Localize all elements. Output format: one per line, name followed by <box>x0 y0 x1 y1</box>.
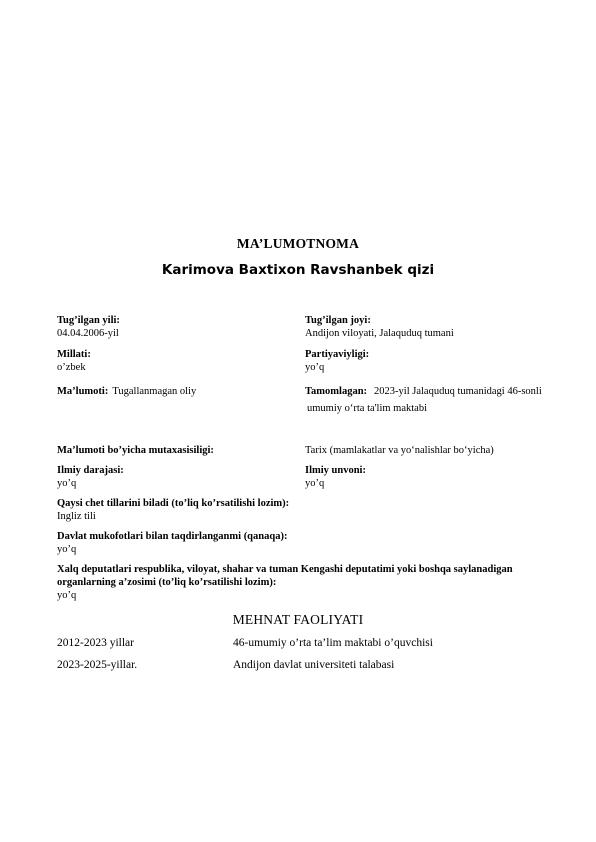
specialty-label: Ma’lumoti bo’yicha mutaxasisiligi: <box>57 445 214 456</box>
birth-year-label: Tug’ilgan yili: <box>57 315 120 326</box>
education-value: Tugallanmagan oliy <box>112 386 197 397</box>
work-description: 46-umumiy o’rta ta’lim maktabi o’quvchisi <box>233 637 433 649</box>
work-description: Andijon davlat universiteti talabasi <box>233 659 395 671</box>
deputy-value: yo’q <box>57 590 77 601</box>
party-value: yo’q <box>305 362 325 373</box>
degree-label: Ilmiy darajasi: <box>57 465 124 476</box>
education-label: Ma’lumoti: <box>57 386 109 397</box>
specialty-value: Tarix (mamlakatlar va yo‘nalishlar bo‘yicha) <box>305 445 494 456</box>
birth-place-value: Andijon viloyati, Jalaquduq tumani <box>305 328 454 339</box>
languages-label: Qaysi chet tillarini biladi (to’liq ko’rsatilishi lozim): <box>57 498 290 509</box>
degree-value: yo’q <box>57 478 77 489</box>
birth-place-label: Tug’ilgan joyi: <box>305 315 371 326</box>
deputy-label-line2: organlarning a’zosimi (to’liq ko’rsatilishi lozim): <box>57 577 277 588</box>
graduated-row <box>305 381 542 399</box>
document-title: MA’LUMOTNOMA <box>236 236 360 251</box>
education-row <box>57 381 196 399</box>
graduated-label: Tamomlagan: <box>305 386 368 397</box>
work-history-title: MEHNAT FAOLIYATI <box>232 612 364 627</box>
academic-title-label: Ilmiy unvoni: <box>305 465 366 476</box>
work-period: 2023-2025-yillar. <box>57 659 138 671</box>
birth-year-value: 04.04.2006-yil <box>57 328 119 339</box>
awards-value: yo’q <box>57 544 77 555</box>
nationality-value: o’zbek <box>57 362 86 373</box>
work-period: 2012-2023 yillar <box>57 637 134 649</box>
graduated-value: 2023-yil Jalaquduq tumanidagi 46-sonli <box>374 386 542 397</box>
academic-title-value: yo’q <box>305 478 325 489</box>
awards-label: Davlat mukofotlari bilan taqdirlanganmi (qanaqa): <box>57 531 288 542</box>
graduated-value-line2: umumiy o‘rta ta'lim maktabi <box>307 403 427 414</box>
nationality-label: Millati: <box>57 349 91 360</box>
languages-value: Ingliz tili <box>57 511 96 522</box>
party-label: Partiyaviyligi: <box>305 349 370 360</box>
deputy-label-line1: Xalq deputatlari respublika, viloyat, shahar va tuman Kengashi deputatimi yoki boshqa saylanadigan <box>57 564 513 575</box>
person-full-name: Karimova Baxtixon Ravshanbek qizi <box>161 262 435 278</box>
